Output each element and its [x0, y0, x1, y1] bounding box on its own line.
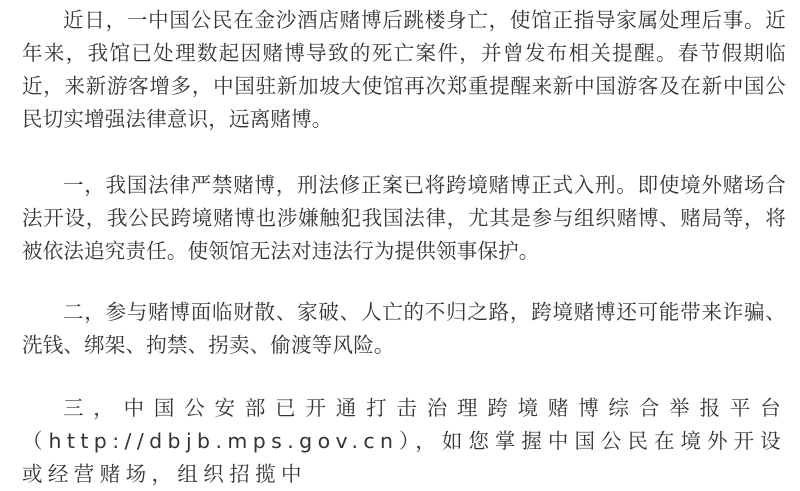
paragraph-intro: 近日，一中国公民在金沙酒店赌博后跳楼身亡，使馆正指导家属处理后事。近年来，我馆已处理数起因赌博导致的死亡案件，并曾发布相关提醒。春节假期临近，来新游客增多，中国驻新加坡大使馆再次郑重提醒来新中国游客及在新中国公民切实增强法律意识，远离赌博。: [22, 8, 786, 131]
paragraph-point-3: 三，中国公安部已开通打击治理跨境赌博综合举报平台（http://dbjb.mps.gov.cn），如您掌握中国公民在境外开设或经营赌场，组织招揽中: [22, 396, 786, 486]
paragraph-point-1: 一，我国法律严禁赌博，刑法修正案已将跨境赌博正式入刑。即使境外赌场合法开设，我公民跨境赌博也涉嫌触犯我国法律，尤其是参与组织赌博、赌局等，将被依法追究责任。使领馆无法对违法行为提供领事保护。: [22, 173, 786, 263]
paragraph-point-2: 二，参与赌博面临财散、家破、人亡的不归之路，跨境赌博还可能带来诈骗、洗钱、绑架、拘禁、拐卖、偷渡等风险。: [22, 300, 786, 357]
